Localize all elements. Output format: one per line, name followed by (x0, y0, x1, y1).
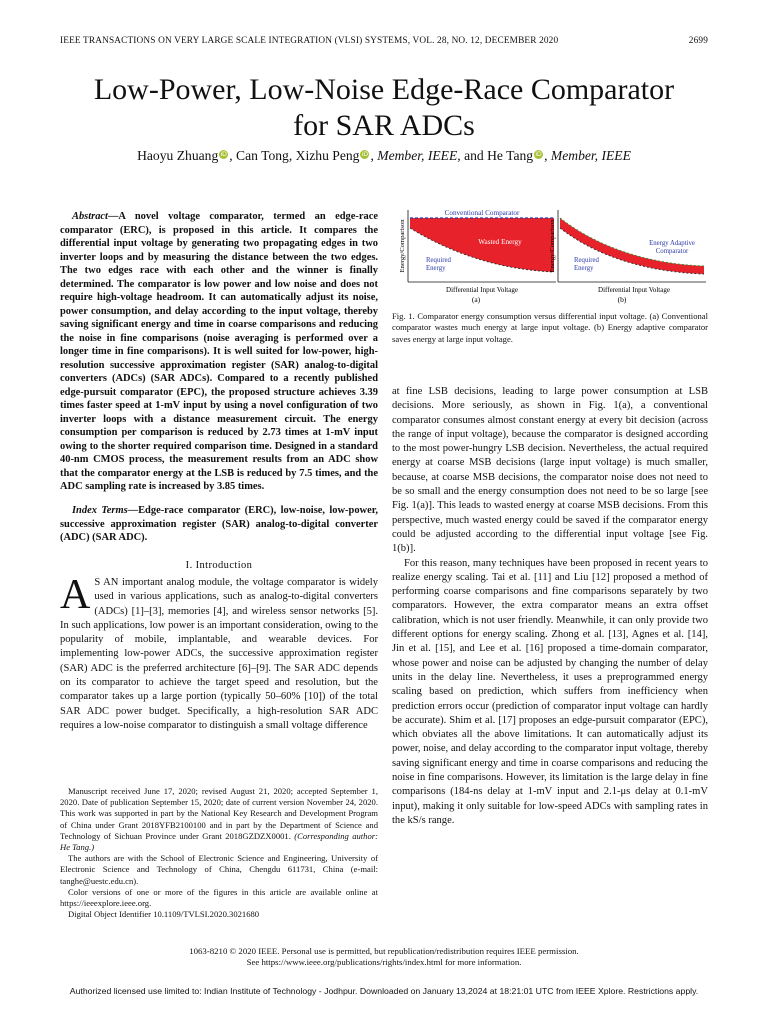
right-paragraph-2: For this reason, many techniques have been proposed in recent years to realize energy scaling. Tai et al. [11] and Liu [12] proposed a method of performing coarse comparisons and fine comparisons separately by two comparators. However, the extra comparator means an extra offset calibration, which is not user friendly. Meanwhile, it can only provide two different options for energy scaling. Zhong et al. [13], Agnes et al. [14], Jin et al. [15], and Lee et al. [16] proposed a time-domain comparator, whose power and noise can be adjusted by changing the number of delay units in the delay line. Nevertheless, it uses a preprogrammed energy scaling based on prediction, which suffers from inefficiency when prediction errors occur (prediction of comparator input voltage can hardly be accurate). Shim et al. [17] proposes an edge-pursuit comparator (EPC), which obviates all the above limitations. It can automatically adjust its power, noise, and delay according to the comparator input voltage, thereby saving significant energy and time in coarse comparisons and reducing the noise in fine comparisons. However, its limitation is the large delay in fine comparisons (184-ns delay at 1-mV input and 2.1-μs delay at 0.1-mV input), making it only suitable for low-speed ADCs with sampling rates in the kS/s range. (392, 557, 708, 826)
intro-text: is widely used in various applications, such as analog-to-digital converters (ADCs) [1]–[3], memories [4], and wireless sensor networks [5]. In such applications, low power is an important consideration, owing to the popularity of mobile, implantable, and wearable devices. For implementing low-power ADCs, the successive approximation register (SAR) ADC is the preferred architecture [6]–[9]. The SAR ADC depends on its comparator to achieve the target speed and resolution, but the comparator takes up a large portion (typically 50–60% [10]) of the total SAR ADC power budget. Specifically, a high-resolution SAR ADC requires a low-noise comparator to distinguish a small voltage difference (60, 577, 378, 731)
license-notice: Authorized licensed use limited to: Indian Institute of Technology - Jodhpur. Downloaded on January 13,2024 at 18:21:01 UTC from IEEE Xplore. Restrictions apply. (69, 986, 699, 996)
required-label-a-2: Energy (426, 265, 446, 272)
copyright-line-2: See https://www.ieee.org/publications/rights/index.html for more information. (246, 957, 522, 967)
copyright-line-1: 1063-8210 © 2020 IEEE. Personal use is permitted, but republication/redistribution requires IEEE permission. (189, 946, 579, 956)
wasted-energy-label: Wasted Energy (478, 238, 522, 246)
journal-header: IEEE TRANSACTIONS ON VERY LARGE SCALE INTEGRATION (VLSI) SYSTEMS, VOL. 28, NO. 12, DECEMBER 2020 (60, 36, 559, 46)
panel-b-tag: (b) (617, 295, 627, 304)
drop-cap: A (60, 572, 91, 618)
figure-1b (549, 210, 706, 304)
figure-1 (396, 204, 708, 306)
orcid-icon[interactable]: iD (361, 151, 369, 158)
intro-lead: S AN important analog module, the voltage comparator (94, 577, 336, 588)
abstract (60, 210, 378, 494)
page-number: 2699 (688, 36, 708, 46)
required-label-a-1: Required (426, 257, 451, 264)
author-3-role: Member, IEEE (550, 148, 631, 163)
title-line-2: for SAR ADCs (293, 109, 475, 142)
figure-1a (399, 209, 556, 304)
author-1: Haoyu Zhuang (137, 148, 219, 163)
ylabel-a: Energy/Comparison (399, 219, 406, 273)
copyright (0, 946, 768, 968)
right-paragraph-1: at fine LSB decisions, leading to large power consumption at LSB decisions. More seriously, as shown in Fig. 1(a), a conventional comparator consumes almost constant energy at every bit decision (across the range of input voltage), because the comparator is designed according to the most power-hungry LSB decision. Nevertheless, the actual required energy at coarse MSB decisions (large input voltage) is much smaller, because, at coarse MSB decisions, the comparator noise does not need to be so small and the energy consumption does not need to be so large [see Fig. 1(a)]. This leads to wasted energy at coarse MSB decisions. From this perspective, much wasted energy could be saved if the comparator energy could be adjusted according to the differential input voltage [see Fig. 1(b)]. (392, 386, 708, 555)
author-list: Haoyu Zhuang iD , Can Tong, Xizhu Peng iD , Member, IEEE, and He Tang iD , Member, IEEE (137, 148, 631, 163)
intro-paragraph (60, 572, 378, 733)
index-terms (60, 504, 378, 545)
author-2-role: Member, IEEE (377, 148, 458, 163)
figure-caption: Fig. 1. Comparator energy consumption versus differential input voltage. (a) Conventional comparator wastes much energy at large input voltage. (b) Energy adaptive comparator saves energy at large input voltage. (392, 311, 708, 344)
footnote-manuscript-text: Manuscript received June 17, 2020; revised August 21, 2020; accepted September 1, 2020. Date of publication September 15, 2020; date of current version November 24, 2020. This work was supported in part by the National Key Research and Development Program of China under Grant 2018YFB2100100 and in part by the Department of Science and Technology of Sichuan Province under Grant 2018GZDZX0001. (60, 786, 378, 841)
adaptive-label-2: Comparator (655, 248, 689, 255)
footnote-doi: Digital Object Identifier 10.1109/TVLSI.2020.3021680 (68, 909, 260, 920)
abstract-label: Abstract (72, 211, 108, 222)
section-heading: I. Introduction (185, 560, 253, 571)
required-label-b-1: Required (574, 257, 599, 264)
footnotes (60, 786, 378, 920)
orcid-icon[interactable]: iD (220, 151, 227, 158)
panel-a-tag: (a) (471, 295, 481, 304)
footnote-affiliation: The authors are with the School of Electronic Science and Engineering, University of Electronic Science and Technology of China, Chengdu 611731, China (e-mail: tanghe@uestc.edu.cn). (60, 853, 378, 886)
index-terms-text: —Edge-race comparator (ERC), low-noise, low-power, successive approximation register (SAR) analog-to-digital converter (ADC) (SAR ADC). (60, 505, 379, 543)
xlabel-b: Differential Input Voltage (598, 286, 670, 294)
ylabel-b: Energy/Comparison (549, 219, 556, 273)
footnote-color: Color versions of one or more of the figures in this article are available online at https://ieeexplore.ieee.org. (60, 886, 378, 909)
adaptive-label-1: Energy Adaptive (649, 240, 695, 247)
right-column (392, 385, 708, 828)
author-2: , Can Tong, Xizhu Peng (229, 148, 360, 163)
title-line-1: Low-Power, Low-Noise Edge-Race Comparator (93, 73, 675, 106)
paper-title (0, 72, 768, 144)
abstract-text: —A novel voltage comparator, termed an edge-race comparator (ERC), is proposed in this article. It compares the differential input voltage by generating two propagating edges in two inverter loops and by measuring the distance between the two edges. The two edges race with each other and the winner is finally determined. The comparator is low power and low noise and does not require high-voltage headroom. It can automatically adjust its noise, power consumption, and delay according to the input voltage, thereby saving significant energy and time in coarse comparisons and reducing the noise in fine comparisons (noise averaging is performed over a longer time in fine comparisons). It is well suited for low-power, high-resolution successive approximation register (SAR) analog-to-digital converters (ADCs) (SAR ADCs). Compared to a recently published edge-pursuit comparator (EPC), the proposed structure achieves 3.39 times faster speed at 1-mV input by using a novel configuration of two inverter loops with a distance measurement circuit. The energy consumption per comparison is reduced by 2.73 times at 1-mV input owing to the shorter required comparison time. Designed in a standard 40-nm CMOS process, the measurement results from an ADC show that the comparator energy at the LSB is reduced by 7.5 times, and the ADC sampling rate is increased by 3.85 times. (60, 211, 378, 492)
xlabel-a: Differential Input Voltage (446, 286, 518, 294)
footnote-manuscript (60, 786, 378, 853)
conventional-label: Conventional Comparator (444, 209, 520, 217)
index-terms-label: Index Terms (72, 505, 128, 516)
orcid-icon[interactable]: iD (535, 151, 542, 158)
required-label-b-2: Energy (574, 265, 594, 272)
author-3: , and He Tang (457, 148, 534, 163)
footnote-corresponding: (Corresponding author: He Tang.) (60, 830, 378, 853)
